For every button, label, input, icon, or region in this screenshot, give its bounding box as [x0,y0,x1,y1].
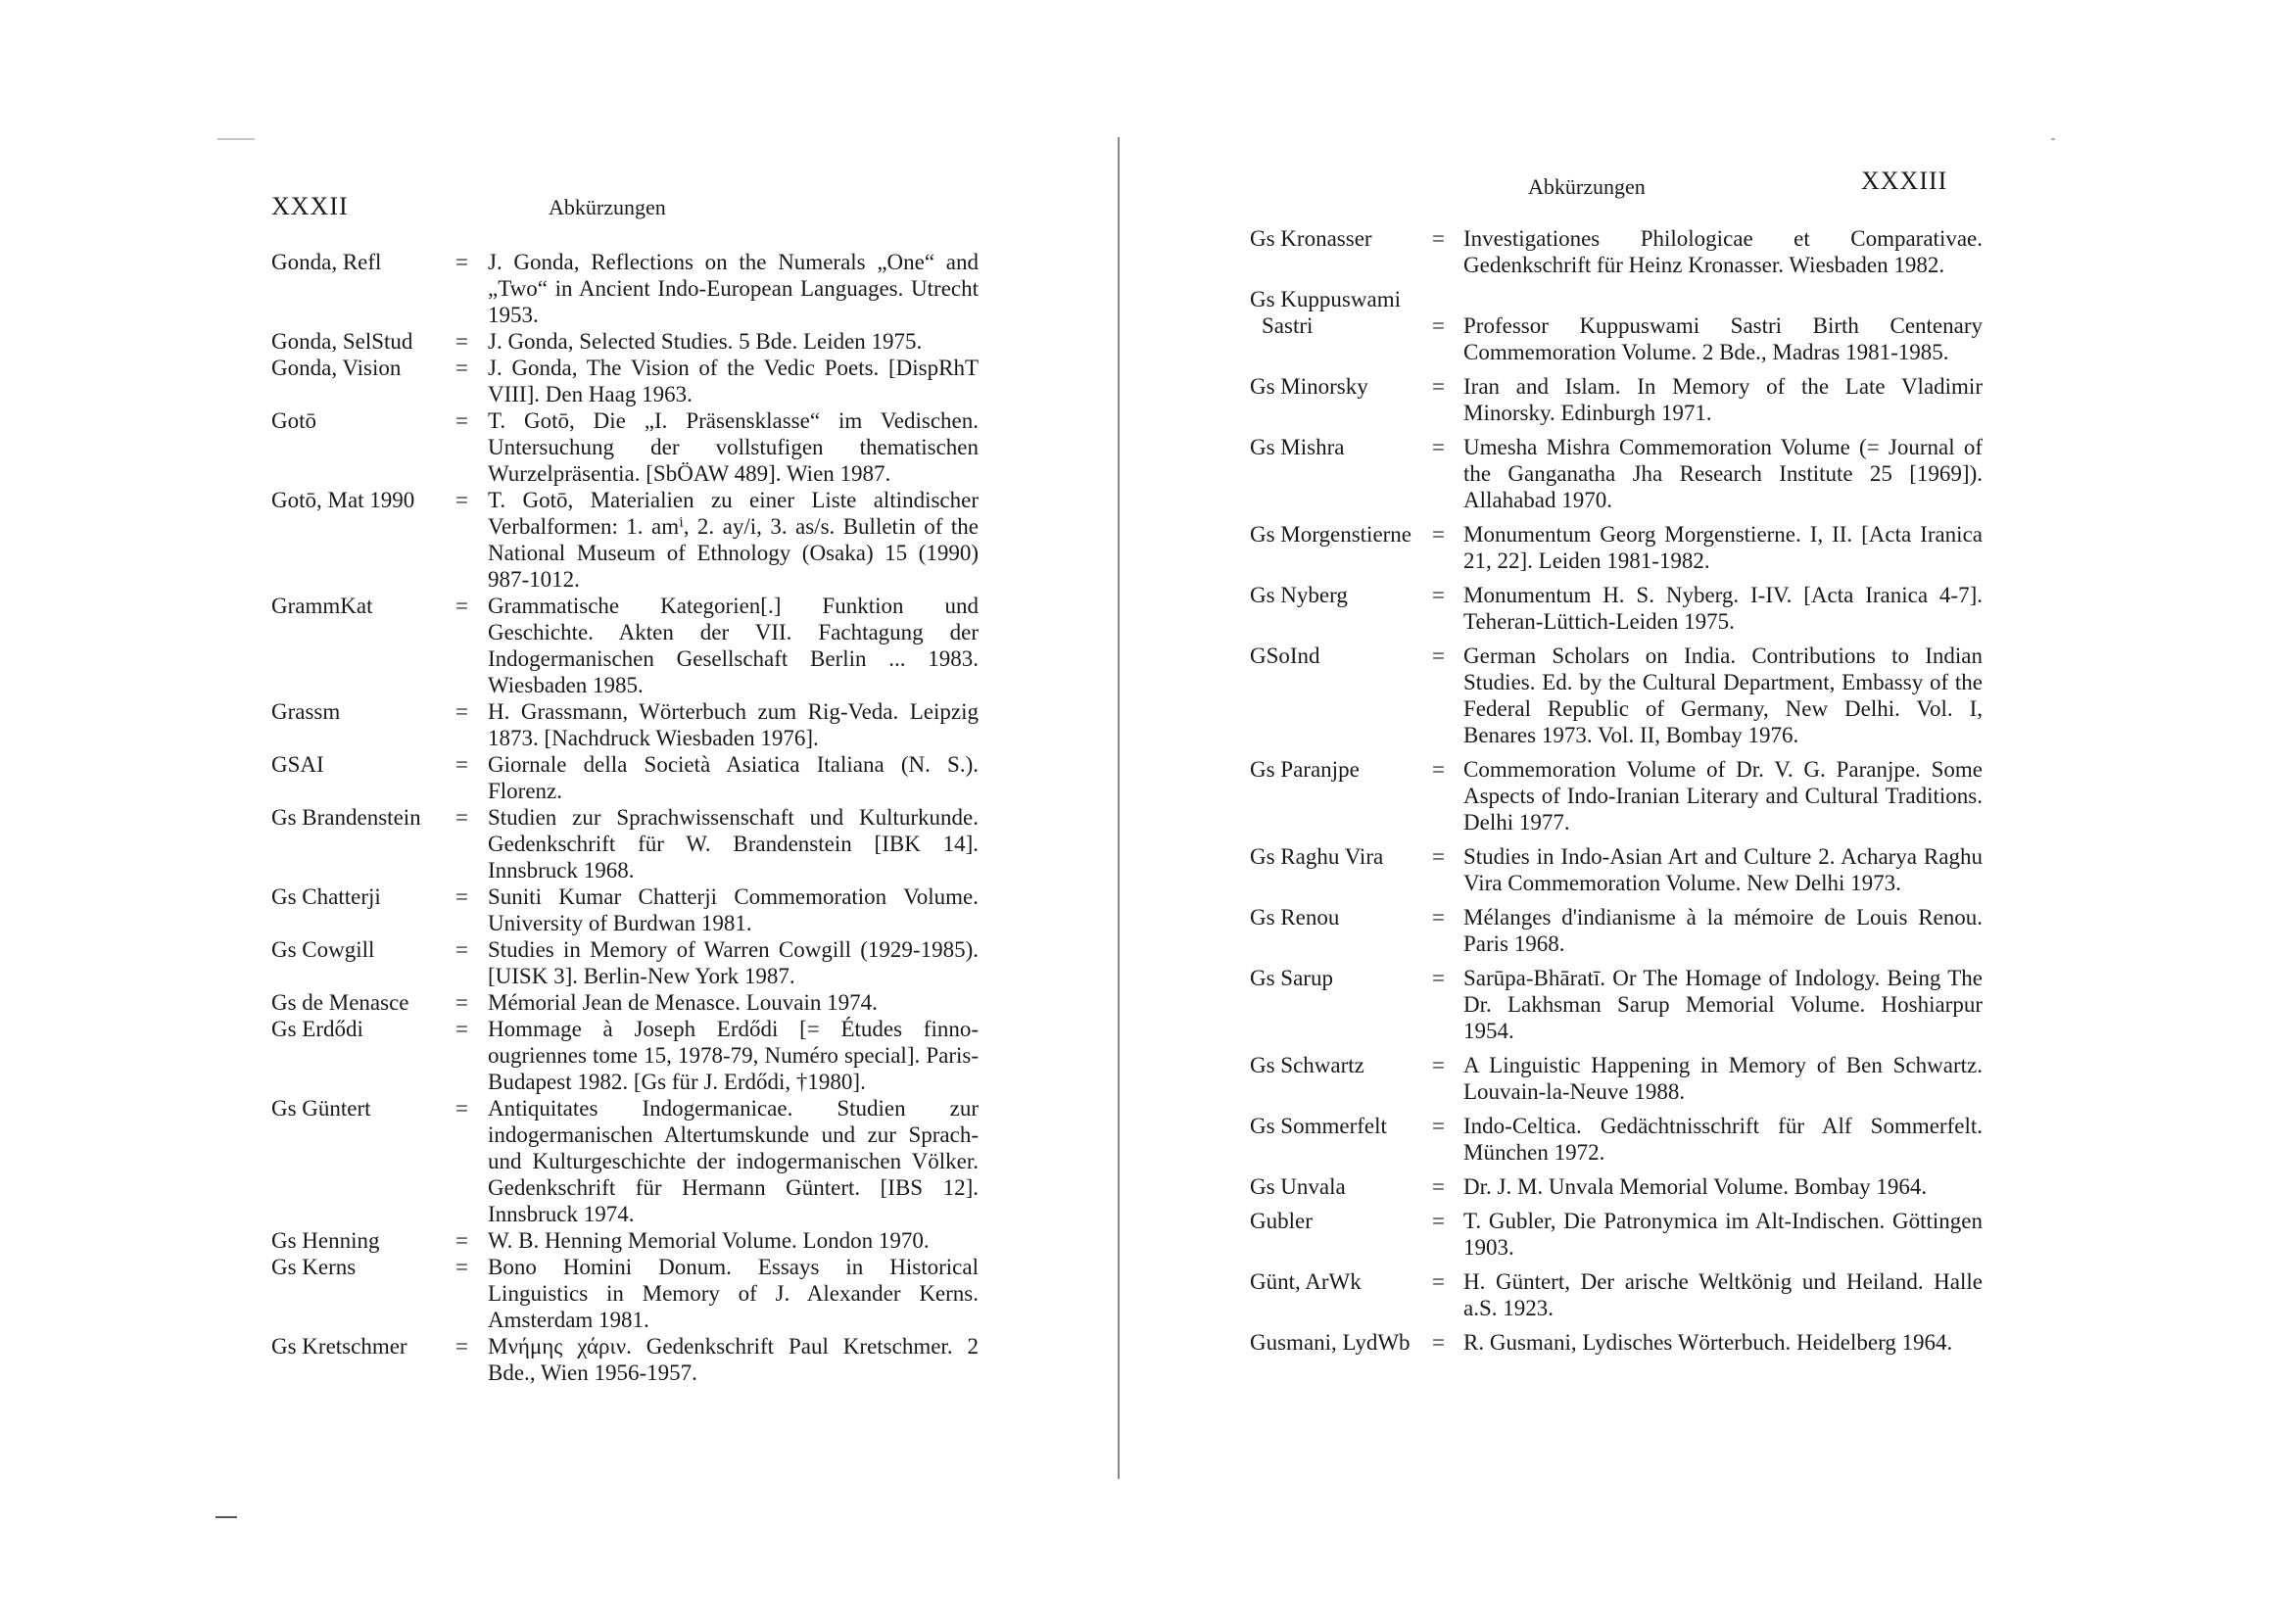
list-item [271,1333,979,1386]
list-item [1250,373,2131,426]
definition: T. Gubler, Die Patronymica im Alt-Indischen. Göttingen 1903. [1463,1209,1983,1260]
equals-sign: = [1432,1330,1445,1355]
list-item [1250,1329,2131,1356]
equals-sign: = [1432,966,1445,990]
definition: H. Grassmann, Wörterbuch zum Rig-Veda. Leipzig 1873. [Nachdruck Wiesbaden 1976]. [488,699,979,750]
abbreviation: Gs Morgenstierne [1250,522,1412,547]
abbreviation: Gonda, SelStud [271,329,413,354]
abbreviation: Gs Kuppuswami [1250,287,1401,311]
list-item [1250,843,2131,896]
equals-sign: = [455,250,468,274]
list-item [1250,1052,2131,1105]
definition: W. B. Henning Memorial Volume. London 1970. [488,1228,930,1253]
abbreviation: Gs Nyberg [1250,583,1348,607]
definition: J. Gonda, The Vision of the Vedic Poets. [DispRhT VIII]. Den Haag 1963. [488,356,979,406]
list-item [1250,643,2131,748]
equals-sign: = [455,805,468,830]
abbreviation: Gs de Menasce [271,990,409,1015]
equals-sign: = [1432,374,1445,399]
list-item [271,751,979,804]
abbreviation-list [1250,225,2131,1363]
equals-sign: = [455,752,468,777]
definition: Monumentum Georg Morgenstierne. I, II. [Acta Iranica 21, 22]. Leiden 1981-1982. [1463,522,1983,573]
abbreviation: Gs Unvala [1250,1174,1346,1199]
abbreviation: Gs Paranjpe [1250,757,1360,782]
list-item [271,593,979,698]
list-item [271,804,979,883]
equals-sign: = [455,329,468,354]
list-item [271,407,979,487]
definition: Bono Homini Donum. Essays in Historical Linguistics in Memory of J. Alexander Kerns. Amsterdam 1981. [488,1255,979,1332]
abbreviation: Gubler [1250,1209,1313,1233]
list-item [271,1095,979,1227]
abbreviation: Gotō [271,408,316,433]
scan-mark [217,138,255,140]
equals-sign: = [1432,1209,1445,1233]
equals-sign: = [455,1228,468,1253]
list-item [1250,286,2131,365]
definition: Commemoration Volume of Dr. V. G. Paranjpe. Some Aspects of Indo-Iranian Literary and Cultural Traditions. Delhi 1977. [1463,757,1983,835]
scan-mark [2051,138,2055,140]
equals-sign: = [455,884,468,909]
list-item [1250,756,2131,835]
abbreviation-continued: Sastri [1262,313,1314,338]
definition: German Scholars on India. Contributions to Indian Studies. Ed. by the Cultural Department, Embassy of the Federal Republic of Germany, New Delhi. Vol. I, Benares 1973. Vol. II, Bombay 1976. [1463,644,1983,747]
equals-sign: = [1432,644,1445,668]
abbreviation: Gs Renou [1250,905,1340,930]
definition: Μνήμης χάριν. Gedenkschrift Paul Kretschmer. 2 Bde., Wien 1956-1957. [488,1334,979,1385]
abbreviation: Gs Kretschmer [271,1334,407,1359]
definition: Studies in Memory of Warren Cowgill (1929-1985). [UISK 3]. Berlin-New York 1987. [488,937,979,988]
list-item [1250,1268,2131,1321]
abbreviation: Gonda, Refl [271,250,382,274]
equals-sign: = [455,1334,468,1359]
abbreviation: Gusmani, LydWb [1250,1330,1411,1355]
list-item [271,355,979,407]
definition: Indo-Celtica. Gedächtnisschrift für Alf Sommerfelt. München 1972. [1463,1114,1983,1165]
list-item [271,1227,979,1254]
abbreviation: GSoInd [1250,644,1320,668]
abbreviation: Gs Minorsky [1250,374,1368,399]
equals-sign: = [455,699,468,724]
definition: Professor Kuppuswami Sastri Birth Centenary Commemoration Volume. 2 Bde., Madras 1981-1985. [1463,313,1983,364]
list-item [271,883,979,936]
definition: Suniti Kumar Chatterji Commemoration Volume. University of Burdwan 1981. [488,884,979,935]
list-item [271,487,979,593]
equals-sign: = [1432,583,1445,607]
definition: Studies in Indo-Asian Art and Culture 2. Acharya Raghu Vira Commemoration Volume. New Delhi 1973. [1463,844,1983,895]
definition: R. Gusmani, Lydisches Wörterbuch. Heidelberg 1964. [1463,1330,1953,1355]
definition: H. Güntert, Der arische Weltkönig und Heiland. Halle a.S. 1923. [1463,1269,1983,1320]
definition: Mémorial Jean de Menasce. Louvain 1974. [488,990,878,1015]
equals-sign: = [455,594,468,618]
list-item [1250,1173,2131,1200]
abbreviation: Gs Henning [271,1228,380,1253]
definition: T. Gotō, Die „I. Präsensklasse“ im Vedischen. Untersuchung der vollstufigen thematischen Wurzelpräsentia. [SbÖAW 489]. Wien 1987. [488,408,979,486]
abbreviation: Gs Brandenstein [271,805,421,830]
definition: Iran and Islam. In Memory of the Late Vladimir Minorsky. Edinburgh 1971. [1463,374,1983,425]
abbreviation: GrammKat [271,594,373,618]
definition: Investigationes Philologicae et Comparativae. Gedenkschrift für Heinz Kronasser. Wiesbaden 1982. [1463,226,1983,277]
definition: T. Gotō, Materialien zu einer Liste altindischer Verbalformen: 1. amⁱ, 2. ay/i, 3. as/s. Bulletin of the National Museum of Ethnology (Osaka) 15 (1990) 987-1012. [488,488,979,592]
equals-sign: = [455,488,468,512]
abbreviation-list [271,249,979,1386]
equals-sign: = [1432,905,1445,930]
abbreviation: Gs Chatterji [271,884,381,909]
page-number: XXXII [271,192,349,220]
equals-sign: = [1432,1114,1445,1138]
abbreviation: Gs Cowgill [271,937,375,962]
abbreviation: Gs Kronasser [1250,226,1372,251]
abbreviation: Gotō, Mat 1990 [271,488,415,512]
abbreviation: Günt, ArWk [1250,1269,1362,1294]
list-item [1250,1113,2131,1166]
equals-sign: = [1432,522,1445,547]
list-item [271,936,979,989]
running-header: Abkürzungen [549,195,666,219]
abbreviation: Gs Güntert [271,1096,371,1121]
equals-sign: = [455,990,468,1015]
list-item [271,1254,979,1333]
list-item [1250,904,2131,957]
equals-sign: = [1432,844,1445,869]
definition: Studien zur Sprachwissenschaft und Kulturkunde. Gedenkschrift für W. Brandenstein [IBK 14]. Innsbruck 1968. [488,805,979,883]
list-item [1250,434,2131,513]
definition: Antiquitates Indogermanicae. Studien zur indogermanischen Altertumskunde und zur Sprach- und Kulturgeschichte der indogermanischen Völker. Gedenkschrift für Hermann Güntert. [IBS 12]. Innsbruck 1974. [488,1096,979,1226]
definition: Hommage à Joseph Erdődi [= Études finno-ougriennes tome 15, 1978-79, Numéro special]. Paris-Budapest 1982. [Gs für J. Erdődi, †1980]. [488,1017,979,1094]
definition: Umesha Mishra Commemoration Volume (= Journal of the Ganganatha Jha Research Institute 25 [1969]). Allahabad 1970. [1463,435,1983,512]
equals-sign: = [1432,1174,1445,1199]
equals-sign: = [455,937,468,962]
list-item [1250,1208,2131,1261]
abbreviation: Gs Sommerfelt [1250,1114,1387,1138]
abbreviation: Grassm [271,699,341,724]
list-item [1250,965,2131,1044]
book-spine [1118,137,1120,1479]
definition: Monumentum H. S. Nyberg. I-IV. [Acta Iranica 4-7]. Teheran-Lüttich-Leiden 1975. [1463,583,1983,634]
equals-sign: = [455,1017,468,1041]
equals-sign: = [1432,757,1445,782]
equals-sign: = [455,1096,468,1121]
definition: Dr. J. M. Unvala Memorial Volume. Bombay 1964. [1463,1174,1928,1199]
list-item [1250,225,2131,278]
equals-sign: = [455,356,468,380]
list-item [271,249,979,328]
list-item [1250,521,2131,574]
equals-sign: = [455,1255,468,1279]
running-header: Abkürzungen [1528,174,1646,199]
list-item [271,698,979,751]
scan-mark [215,1516,237,1518]
equals-sign: = [1432,435,1445,459]
definition: Mélanges d'indianisme à la mémoire de Louis Renou. Paris 1968. [1463,905,1983,956]
equals-sign: = [1432,226,1445,251]
abbreviation: Gs Erdődi [271,1017,363,1041]
equals-sign: = [1432,1269,1445,1294]
equals-sign: = [455,408,468,433]
list-item [271,328,979,355]
abbreviation: Gs Sarup [1250,966,1333,990]
equals-sign: = [1432,1053,1445,1077]
abbreviation: Gs Mishra [1250,435,1345,459]
definition: J. Gonda, Selected Studies. 5 Bde. Leiden 1975. [488,329,923,354]
page-number: XXXIII [1861,167,1948,195]
abbreviation: Gs Kerns [271,1255,357,1279]
abbreviation: Gs Schwartz [1250,1053,1364,1077]
definition: Sarūpa-Bhāratī. Or The Homage of Indology. Being The Dr. Lakhsman Sarup Memorial Volume. Hoshiarpur 1954. [1463,966,1983,1043]
equals-sign: = [1432,313,1445,338]
list-item [271,989,979,1016]
definition: Grammatische Kategorien[.] Funktion und Geschichte. Akten der VII. Fachtagung der Indogermanischen Gesellschaft Berlin ... 1983. Wiesbaden 1985. [488,594,979,697]
definition: J. Gonda, Reflections on the Numerals „One“ and „Two“ in Ancient Indo-European Languages. Utrecht 1953. [488,250,979,327]
abbreviation: Gonda, Vision [271,356,402,380]
list-item [1250,582,2131,635]
definition: Giornale della Società Asiatica Italiana (N. S.). Florenz. [488,752,979,803]
definition: A Linguistic Happening in Memory of Ben Schwartz. Louvain-la-Neuve 1988. [1463,1053,1983,1104]
list-item [271,1016,979,1095]
abbreviation: GSAI [271,752,324,777]
abbreviation: Gs Raghu Vira [1250,844,1384,869]
